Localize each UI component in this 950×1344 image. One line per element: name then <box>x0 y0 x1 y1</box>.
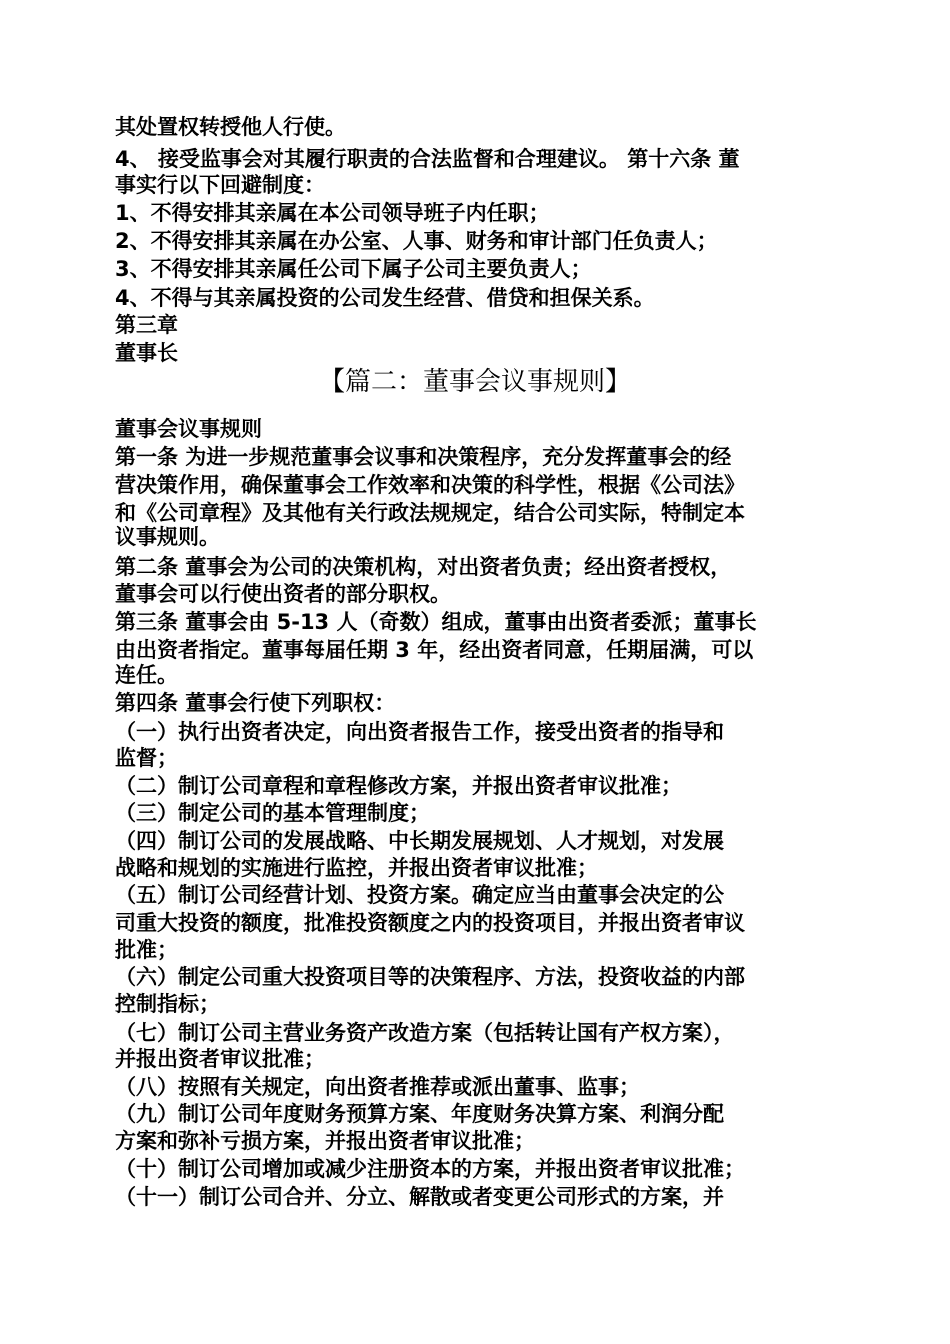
text-line: 议事规则。 <box>115 525 220 549</box>
text-line: （二）制订公司章程和章程修改方案，并报出资者审议批准； <box>115 774 682 798</box>
text-line: 1、不得安排其亲属在本公司领导班子内任职； <box>115 201 550 225</box>
text-line: （四）制订公司的发展战略、中长期发展规划、人才规划，对发展 <box>115 829 724 853</box>
section-heading: 【篇二：董事会议事规则】 <box>318 367 631 397</box>
text-line: 控制指标； <box>115 992 220 1016</box>
text-line: （七）制订公司主营业务资产改造方案（包括转让国有产权方案）， <box>115 1021 735 1045</box>
text-line: 4、 接受监事会对其履行职责的合法监督和合理建议。 第十六条 董 <box>115 147 740 171</box>
chapter-title: 第三章 <box>115 313 178 337</box>
text-line: 其处置权转授他人行使。 <box>115 115 346 139</box>
text-line: 2、不得安排其亲属在办公室、人事、财务和审计部门任负责人； <box>115 229 718 253</box>
text-line: 监督； <box>115 746 178 770</box>
text-line: （三）制定公司的基本管理制度； <box>115 801 430 825</box>
text-line: （一）执行出资者决定，向出资者报告工作，接受出资者的指导和 <box>115 720 724 744</box>
text-line: （十一）制订公司合并、分立、解散或者变更公司形式的方案，并 <box>115 1185 724 1209</box>
text-line: （五）制订公司经营计划、投资方案。确定应当由董事会决定的公 <box>115 883 724 907</box>
text-line: 3、不得安排其亲属任公司下属子公司主要负责人； <box>115 257 592 281</box>
text-line: 营决策作用，确保董事会工作效率和决策的科学性，根据《公司法》 <box>115 473 745 497</box>
text-line: 战略和规划的实施进行监控，并报出资者审议批准； <box>115 856 598 880</box>
document-title: 董事会议事规则 <box>115 417 262 441</box>
text-line: 第四条 董事会行使下列职权： <box>115 691 396 715</box>
text-line: （十）制订公司增加或减少注册资本的方案，并报出资者审议批准； <box>115 1157 745 1181</box>
chapter-subtitle: 董事长 <box>115 341 178 365</box>
text-line: （八）按照有关规定，向出资者推荐或派出董事、监事； <box>115 1075 640 1099</box>
text-line: 第一条 为进一步规范董事会议事和决策程序，充分发挥董事会的经 <box>115 445 732 469</box>
text-line: 4、不得与其亲属投资的公司发生经营、借贷和担保关系。 <box>115 286 655 310</box>
text-line: （九）制订公司年度财务预算方案、年度财务决算方案、利润分配 <box>115 1102 724 1126</box>
text-line: 司重大投资的额度，批准投资额度之内的投资项目，并报出资者审议 <box>115 911 745 935</box>
text-line: 方案和弥补亏损方案，并报出资者审议批准； <box>115 1129 535 1153</box>
text-line: （六）制定公司重大投资项目等的决策程序、方法，投资收益的内部 <box>115 965 745 989</box>
text-line: 和《公司章程》及其他有关行政法规规定，结合公司实际，特制定本 <box>115 501 745 525</box>
text-line: 批准； <box>115 938 178 962</box>
text-line: 连任。 <box>115 663 178 687</box>
text-line: 由出资者指定。董事每届任期 3 年，经出资者同意，任期届满，可以 <box>115 638 754 662</box>
text-line: 事实行以下回避制度： <box>115 173 325 197</box>
text-line: 并报出资者审议批准； <box>115 1047 325 1071</box>
text-line: 董事会可以行使出资者的部分职权。 <box>115 582 451 606</box>
text-line: 第三条 董事会由 5-13 人（奇数）组成，董事由出资者委派；董事长 <box>115 610 757 634</box>
text-line: 第二条 董事会为公司的决策机构，对出资者负责；经出资者授权， <box>115 555 732 579</box>
